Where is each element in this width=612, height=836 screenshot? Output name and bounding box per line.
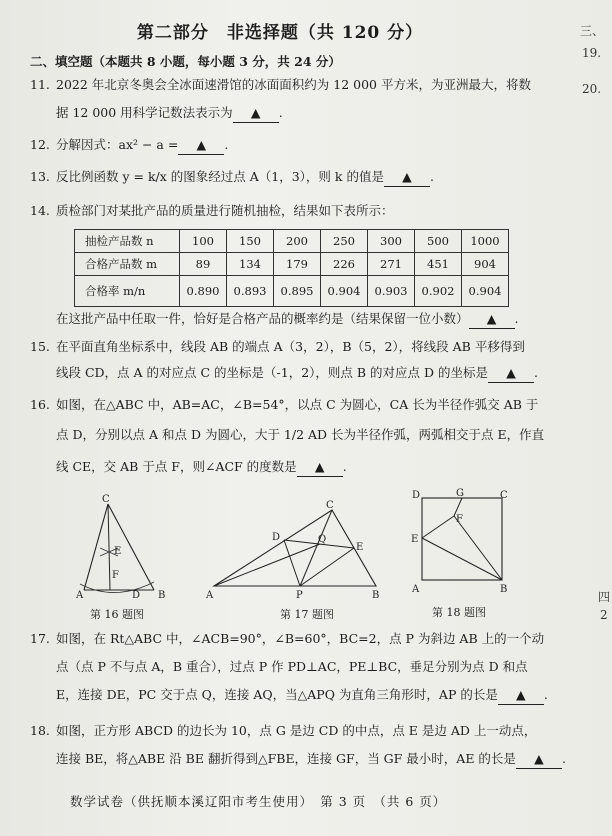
- table-row: 合格产品数 m 89 134 179 226 271 451 904: [75, 253, 509, 276]
- answer-blank: ▲: [178, 136, 224, 155]
- table-row: 合格率 m/n 0.890 0.893 0.895 0.904 0.903 0.902 0.904: [75, 276, 509, 307]
- q17-line1: 17. 如图，在 Rt△ABC 中，∠ACB=90°，∠B=60°，BC=2，点 P 为斜边 AB 上的一个动: [30, 631, 545, 646]
- q13-line1: 13. 反比例函数 y = k/x 的图象经过点 A（1，3），则 k 的值是 ▲ .: [30, 168, 434, 187]
- q16-line3: 线 CE，交 AB 于点 F，则∠ACF 的度数是 ▲ .: [56, 458, 347, 477]
- edge-text: 20.: [582, 82, 602, 96]
- table-row: 抽检产品数 n 100 150 200 250 300 500 1000: [75, 230, 509, 253]
- q14-line2: 在这批产品中任取一件，恰好是合格产品的概率约是（结果保留一位小数） ▲ .: [56, 310, 519, 329]
- answer-blank: ▲: [384, 168, 430, 187]
- q18-line1: 18. 如图，正方形 ABCD 的边长为 10，点 G 是边 CD 的中点，点 E 是边 AD 上一动点，: [30, 723, 537, 738]
- label-G: G: [456, 488, 464, 499]
- q16-line2: 点 D，分别以点 A 和点 D 为圆心，大于 1/2 AD 长为半径作弧，两弧相交于点 E，作直: [56, 427, 545, 442]
- label-B: B: [500, 584, 508, 595]
- label-E: E: [114, 546, 122, 557]
- label-E: E: [411, 534, 419, 545]
- label-D: D: [272, 532, 281, 543]
- q11-line2: 据 12 000 用科学记数法表示为 ▲ .: [56, 104, 283, 123]
- q16-line1: 16. 如图，在△ABC 中，AB=AC，∠B=54°，以点 C 为圆心，CA 长为半径作弧交 AB 于: [30, 397, 539, 412]
- label-D: D: [132, 590, 141, 600]
- answer-blank: ▲: [516, 750, 562, 769]
- q15-line1: 15. 在平面直角坐标系中，线段 AB 的端点 A（3，2），B（5，2），将线段 AB 平移得到: [30, 339, 525, 354]
- label-A: A: [76, 590, 84, 600]
- label-F: F: [112, 570, 119, 581]
- q14-line1: 14. 质检部门对某批产品的质量进行随机抽检，结果如下表所示：: [30, 203, 394, 218]
- label-C: C: [102, 494, 110, 505]
- edge-text: 三、: [580, 24, 605, 38]
- label-C: C: [326, 500, 334, 511]
- q11-line1: 11. 2022 年北京冬奥会全冰面速滑馆的冰面面积约为 12 000 平方米，为亚洲最大，将数: [30, 77, 531, 92]
- answer-blank: ▲: [469, 310, 515, 329]
- answer-blank: ▲: [488, 364, 534, 383]
- caption-fig16: 第 16 题图: [90, 608, 144, 621]
- edge-text: 四: [598, 590, 611, 604]
- q15-line2: 线段 CD，点 A 的对应点 C 的坐标是（-1，2），则点 B 的对应点 D 的坐标是 ▲ .: [56, 364, 538, 383]
- label-B: B: [372, 590, 380, 601]
- label-F: F: [456, 514, 463, 525]
- edge-text: 2: [600, 608, 608, 622]
- label-B: B: [158, 590, 166, 600]
- sample-table: [74, 229, 509, 307]
- answer-blank: ▲: [297, 458, 343, 477]
- edge-text: 19.: [582, 46, 602, 60]
- label-C: C: [500, 490, 508, 501]
- figure-17: [200, 494, 390, 604]
- figure-18: [408, 488, 518, 598]
- answer-blank: ▲: [233, 104, 279, 123]
- q17-line2: 点（点 P 不与点 A，B 重合），过点 P 作 PD⊥AC，PE⊥BC，垂足分别为点 D 和点: [56, 659, 528, 674]
- q12-line1: 12. 分解因式：ax² − a = ▲ .: [30, 136, 228, 155]
- figure-16: [70, 490, 180, 600]
- caption-fig18: 第 18 题图: [432, 606, 486, 619]
- q17-line3: E，连接 DE，PC 交于点 Q，连接 AQ，当△APQ 为直角三角形时，AP 的长是 ▲ .: [56, 686, 548, 705]
- label-Q: Q: [318, 534, 327, 545]
- label-A: A: [206, 590, 214, 601]
- section-heading: 二、填空题（本题共 8 小题，每小题 3 分，共 24 分）: [30, 54, 341, 69]
- q18-line2: 连接 BE，将△ABE 沿 BE 翻折得到△FBE，连接 GF，当 GF 最小时，AE 的长是 ▲ .: [56, 750, 566, 769]
- part-title: 第二部分 非选择题（共 120 分）: [136, 23, 424, 43]
- caption-fig17: 第 17 题图: [280, 608, 334, 621]
- page-footer: 数学试卷（供抚顺本溪辽阳市考生使用） 第 3 页 （共 6 页）: [70, 794, 447, 809]
- label-A: A: [412, 584, 420, 595]
- label-P: P: [296, 590, 303, 601]
- label-E: E: [356, 542, 364, 553]
- answer-blank: ▲: [498, 686, 544, 705]
- label-D: D: [412, 490, 421, 501]
